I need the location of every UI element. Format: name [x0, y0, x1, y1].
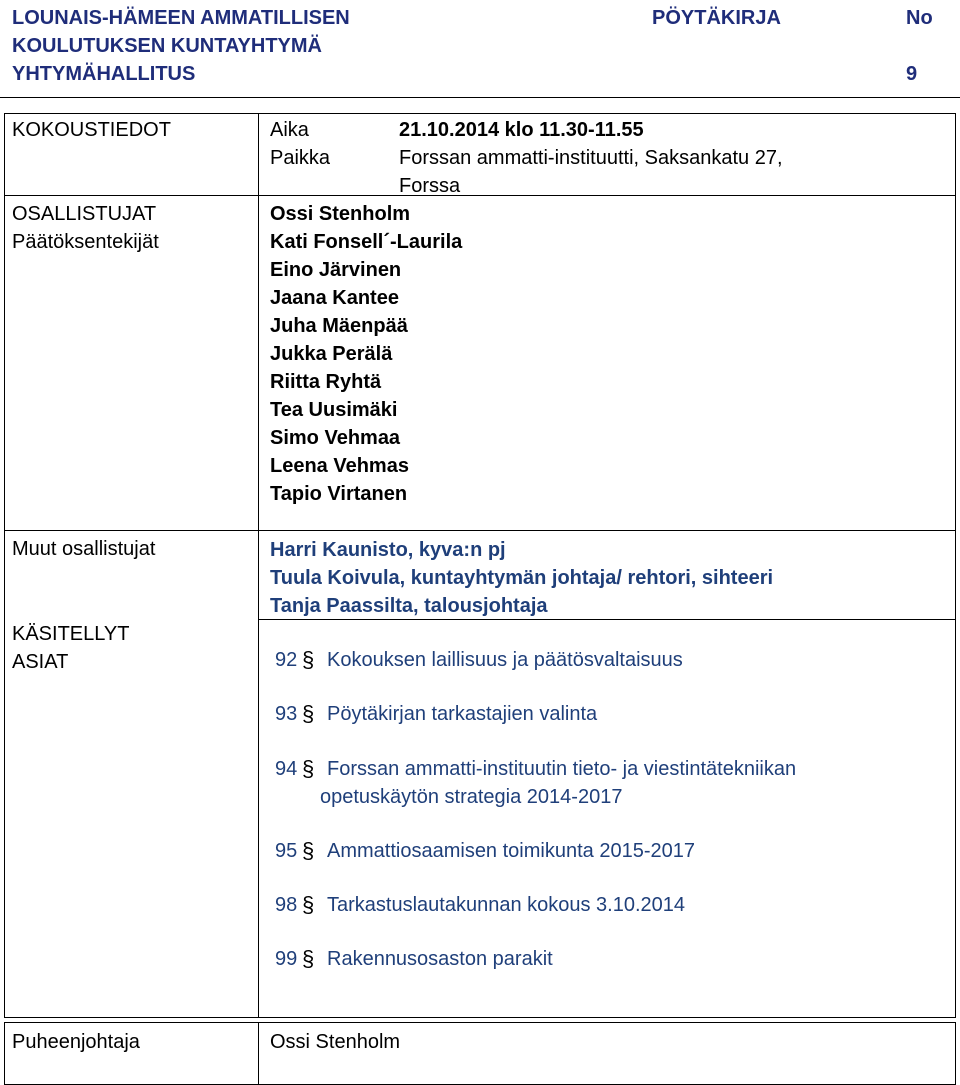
decision-maker: Kati Fonsell´-Laurila [270, 231, 463, 253]
document-type: PÖYTÄKIRJA [652, 7, 781, 29]
document-number: 9 [906, 63, 918, 85]
document-number-label: No [906, 7, 933, 29]
chair-name: Ossi Stenholm [270, 1031, 401, 1053]
other-participants-label: Muut osallistujat [12, 538, 156, 560]
decision-maker: Riitta Ryhtä [270, 371, 382, 393]
decision-makers-list [270, 200, 462, 508]
agenda-item-number: 99 [275, 948, 298, 970]
other-participant: Tuula Koivula, kuntayhtymän johtaja/ rehtori, sihteeri [270, 567, 774, 589]
signature-table [4, 1022, 956, 1085]
section-sign-icon: § [302, 647, 315, 672]
decision-maker: Ossi Stenholm [270, 203, 411, 225]
decision-maker: Tea Uusimäki [270, 399, 398, 421]
other-participant: Harri Kaunisto, kyva:n pj [270, 539, 506, 561]
decision-makers-label: Päätöksentekijät [12, 231, 159, 253]
board-name: YHTYMÄHALLITUS [12, 63, 196, 85]
agenda-item-title: Pöytäkirjan tarkastajien valinta [327, 703, 598, 725]
decision-maker: Jaana Kantee [270, 287, 399, 309]
organization-name-line2: KOULUTUKSEN KUNTAYHTYMÄ [12, 35, 322, 57]
meeting-info-label: KOKOUSTIEDOT [12, 119, 171, 141]
decision-maker: Simo Vehmaa [270, 427, 401, 449]
section-sign-icon: § [302, 701, 315, 726]
decision-maker: Tapio Virtanen [270, 483, 408, 505]
agenda-item-title: Forssan ammatti-instituutin tieto- ja viestintätekniikan [327, 758, 797, 780]
table-column-divider [258, 113, 259, 1018]
agenda-label-line2: ASIAT [12, 651, 69, 673]
agenda-item-number: 93 [275, 703, 298, 725]
header-divider [0, 97, 960, 98]
agenda-item-number: 94 [275, 758, 298, 780]
place-label: Paikka [270, 147, 331, 169]
section-sign-icon: § [302, 838, 315, 863]
decision-maker: Leena Vehmas [270, 455, 409, 477]
other-participant: Tanja Paassilta, talousjohtaja [270, 595, 548, 617]
decision-maker: Eino Järvinen [270, 259, 402, 281]
organization-name-line1: LOUNAIS-HÄMEEN AMMATILLISEN [12, 7, 350, 29]
place-value-line1: Forssan ammatti-instituutti, Saksankatu 27, [399, 147, 783, 169]
agenda-item-title: Ammattiosaamisen toimikunta 2015-2017 [327, 840, 695, 862]
agenda-item-number: 92 [275, 649, 298, 671]
section-sign-icon: § [302, 946, 315, 971]
meeting-row-divider [4, 195, 956, 196]
agenda-label-line1: KÄSITELLYT [12, 623, 130, 645]
agenda-item-number: 98 [275, 894, 298, 916]
agenda-item-title-continuation: opetuskäytön strategia 2014-2017 [320, 786, 623, 808]
decision-maker: Jukka Perälä [270, 343, 393, 365]
time-label: Aika [270, 119, 309, 141]
section-sign-icon: § [302, 892, 315, 917]
chair-label: Puheenjohtaja [12, 1031, 140, 1053]
agenda-item-title: Tarkastuslautakunnan kokous 3.10.2014 [327, 894, 686, 916]
signature-column-divider [258, 1022, 259, 1085]
agenda-item-title: Rakennusosaston parakit [327, 948, 553, 970]
decision-maker: Juha Mäenpää [270, 315, 408, 337]
place-value-line2: Forssa [399, 175, 461, 197]
agenda-item-number: 95 [275, 840, 298, 862]
section-sign-icon: § [302, 756, 315, 781]
agenda-item-title: Kokouksen laillisuus ja päätösvaltaisuus [327, 649, 683, 671]
time-value: 21.10.2014 klo 11.30-11.55 [399, 119, 644, 141]
participants-label: OSALLISTUJAT [12, 203, 157, 225]
participants-row-divider [4, 530, 956, 531]
